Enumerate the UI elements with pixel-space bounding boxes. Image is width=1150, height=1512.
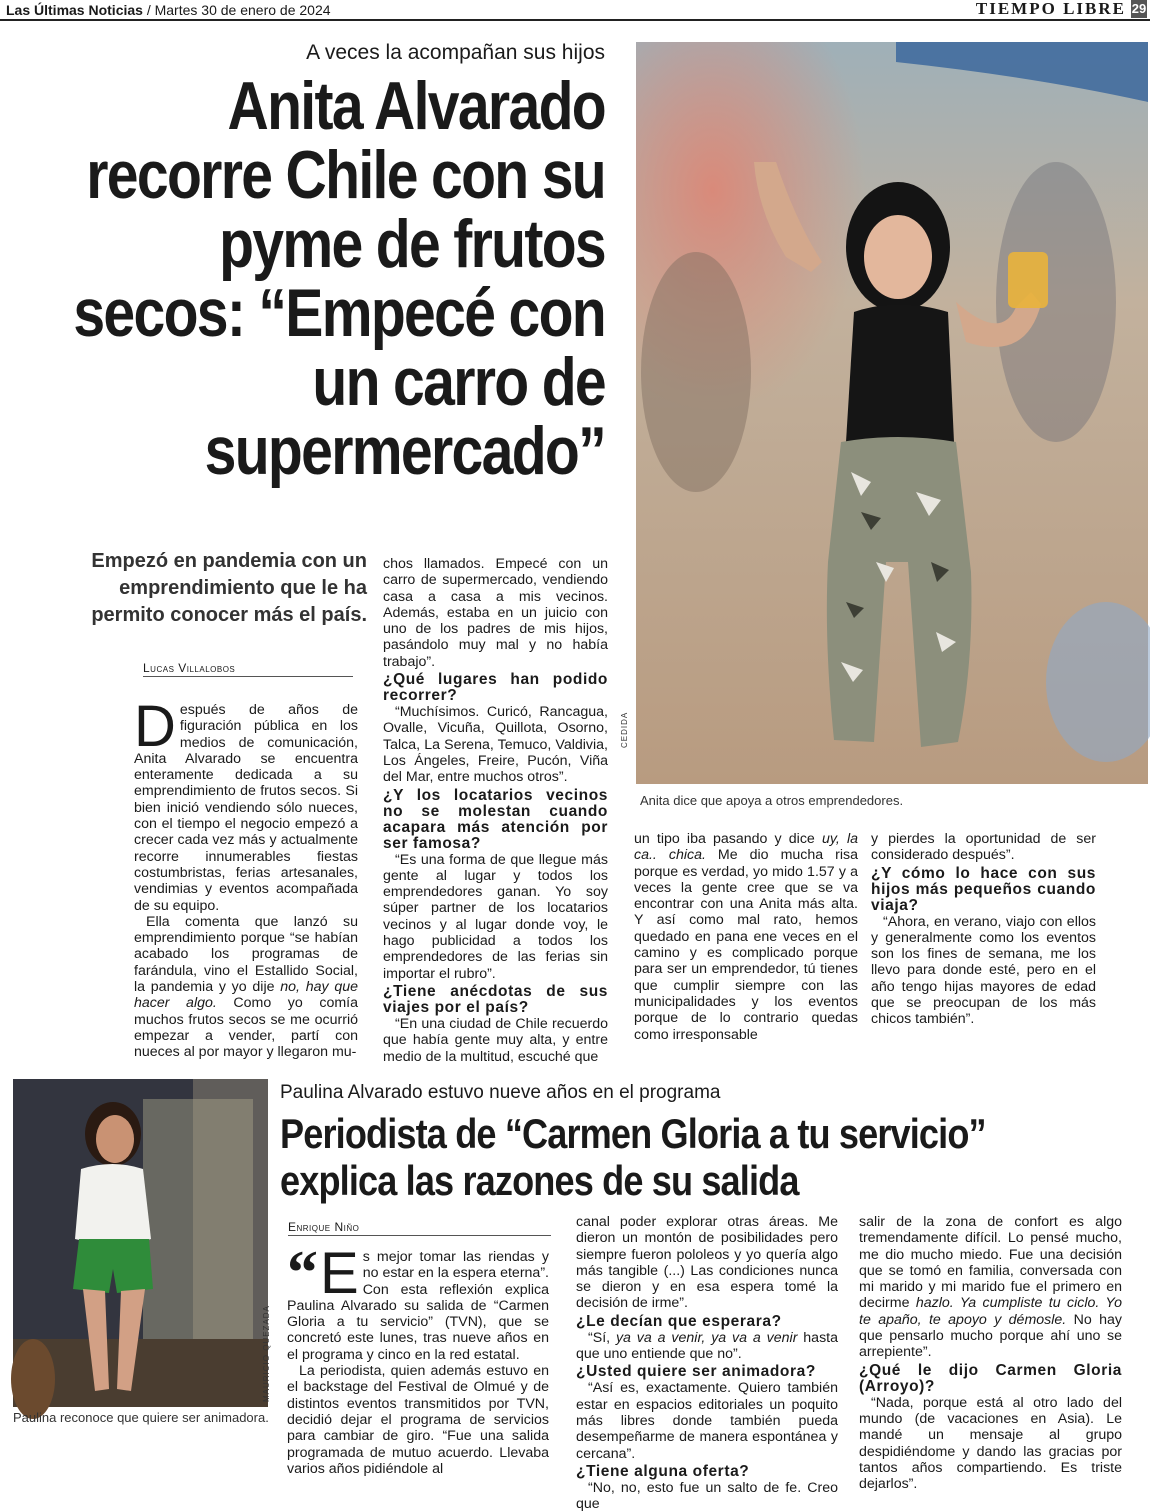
paragraph: La periodista, quien además estuvo en el backstage del Festival de Olmué y de distintos eventos transmitidos por TVN, decidió dejar el programa de servicios para cambiar de giro. “Fue una salida programada de mutuo acuerdo. Llevaba varios años pidiéndole al (287, 1363, 549, 1477)
paragraph-italic: hazlo. Ya cumpliste tu ciclo. Yo te apaño, te apoyo y démosle. (859, 1295, 1122, 1328)
answer: “No, no, esto fue un salto de fe. Creo que (576, 1479, 838, 1512)
paragraph: un tipo iba pasando y dice (634, 831, 822, 847)
answer: “Es una forma de que llegue más gente al lugar y todos los emprendedores ganan. Yo soy súper partner de los locatarios vecinos y al lugar donde voy, le hago publicidad a todos los emprendedores de las ferias sin importar el rubro”. (383, 851, 608, 982)
headline-line: Periodista de “Carmen Gloria a tu servicio” (280, 1110, 986, 1157)
answer: “Muchísimos. Curicó, Rancagua, Ovalle, Vicuña, Quillota, Osorno, Talca, La Serena, Temuco, Valdivia, Los Ángeles, Freire, Pucón, Viña del Mar, entre muchos otros”. (383, 704, 608, 786)
paragraph: No hay que pensarlo mucho porque ahí uno se arrepiente”. (859, 1311, 1122, 1361)
question: ¿Tiene anécdotas de sus viajes por el país? (383, 982, 608, 1016)
drop-cap: D (134, 694, 176, 759)
question: ¿Y cómo lo hace con sus hijos más pequeños cuando viaja? (871, 864, 1096, 914)
answer-italic: ya va a venir, ya va a venir (615, 1329, 798, 1346)
question: ¿Le decían que esperara? (576, 1312, 782, 1330)
answer: “En una ciudad de Chile recuerdo que había gente muy alta, y entre medio de la multitud, escuché que (383, 1015, 608, 1065)
section-name: TIEMPO LIBRE (975, 0, 1126, 18)
page-number: 29 (1131, 1, 1147, 16)
story2-byline: Enrique Niño (288, 1220, 360, 1234)
question: ¿Y los locatarios vecinos no se molestan cuando acapara más atención por ser famosa? (383, 786, 608, 852)
header-rule (0, 19, 1150, 21)
story1-kicker: A veces la acompañan sus hijos (306, 41, 605, 64)
story1-column-4 (871, 831, 1096, 1028)
open-quote: “ (287, 1239, 318, 1307)
paragraph: Como yo comía muchos frutos secos se me ocurrió empezar a vender, partí con nueces al por mayor y llegaron mu- (134, 995, 358, 1061)
photo-illustration (13, 1079, 268, 1407)
masthead (6, 1, 331, 19)
story1-photo (636, 42, 1148, 784)
photo-caption: Paulina reconoce que quiere ser animadora. (13, 1410, 269, 1425)
paragraph: Me dio mucha risa porque es verdad, yo mido 1.57 y a veces la gente cree que se va encontrar con una Anita más alta. Y así como mal rato, hemos quedado en pana ene veces en el camino y es complicado porque para ser un emprendedor, tú tienes que cumplir siempre con las municipalidades y los eventos porque de lo contrario quedas como irresponsable (634, 847, 859, 1043)
story1-column-1 (134, 694, 358, 1061)
story2-column-2 (576, 1214, 838, 1512)
story2-headline (280, 1110, 1054, 1204)
story2-photo (13, 1079, 268, 1407)
paragraph-italic: no, hay que hacer algo. (134, 979, 358, 1012)
headline-line: explica las razones de su salida (280, 1157, 799, 1204)
photo-credit: CEDIDA (620, 711, 629, 748)
story1-column-2 (383, 556, 608, 1065)
masthead-separator: / (142, 2, 155, 18)
byline-rule (288, 1235, 551, 1236)
photo-illustration (636, 42, 1148, 784)
question: ¿Qué lugares han podido recorrer? (383, 671, 608, 705)
story1-column-3 (634, 831, 858, 1043)
answer: “Nada, porque está al otro lado del mundo (de vacaciones en Asia). Le mandé un mensaje al grupo despidiéndome y dando las gracias por tantos años compartiendo. Es triste dejarlos”. (859, 1394, 1122, 1493)
story2-column-3 (859, 1214, 1122, 1492)
story1-headline: Anita Alvarado recorre Chile con su pyme de frutos secos: “Empecé con un carro de supermercado” (73, 68, 605, 489)
question: ¿Qué le dijo Carmen Gloria (Arroyo)? (859, 1361, 1122, 1395)
question: ¿Usted quiere ser animadora? (576, 1363, 816, 1381)
answer: hasta que uno entiende que no”. (576, 1329, 838, 1363)
story2-column-1 (287, 1239, 549, 1477)
newspaper-name: Las Últimas Noticias (6, 2, 143, 18)
paragraph-italic: uy, la ca.. chica. (634, 831, 859, 864)
paragraph: Ella comenta que lanzó su emprendimiento porque “se habían acabado los programas de farándula, vino el Estallido Social, la pandemia y yo dije (134, 913, 358, 996)
question: ¿Tiene alguna oferta? (576, 1462, 750, 1480)
story1-deck: Empezó en pandemia con un emprendimiento que le ha permito conocer más el país. (91, 550, 367, 626)
story2-kicker: Paulina Alvarado estuvo nueve años en el programa (280, 1082, 721, 1103)
issue-date: Martes 30 de enero de 2024 (154, 2, 331, 18)
photo-credit: MAURICIO QUEZADA (262, 1305, 271, 1402)
story1-byline: Lucas Villalobos (143, 661, 236, 675)
paragraph: s mejor tomar las riendas y no estar en la espera eterna”. Con esta reflexión explica Paulina Alvarado su salida de “Carmen Gloria a tu servicio” (TVN), que se concretó este lunes, tras nueve años en el programa y cinco en la red estatal. (287, 1249, 549, 1363)
drop-cap: E (320, 1241, 359, 1306)
byline-rule (143, 676, 353, 677)
photo-caption: Anita dice que apoya a otros emprendedores. (640, 793, 904, 808)
paragraph: canal poder explorar otras áreas. Me dieron un montón de posibilidades pero siempre fueron pololeos y yo quería algo más tangible (...) Las condiciones nunca se dieron y en esa espera tomé la decisión de irme”. (576, 1214, 838, 1312)
answer: “Sí, (588, 1329, 616, 1346)
paragraph: chos llamados. Empecé con un carro de supermercado, vendiendo casa a casa a mis vecinos. Además, estaba en un juicio con uno de los padres de mis hijos, pasándolo muy mal y no había trabajo”. (383, 556, 608, 670)
paragraph: y pierdes la oportunidad de ser considerado después”. (871, 831, 1096, 864)
paragraph: espués de años de figuración pública en los medios de comunicación, Anita Alvarado se encuentra enteramente dedicada a su emprendimiento de frutos secos. Si bien inició vendiendo sólo nueces, con el tiempo el negocio empezó a crecer cada vez más y actualmente recorre innumerables fiestas costumbristas, ferias artesanales, vendimias y eventos acompañada de su equipo. (134, 702, 358, 914)
answer: “Ahora, en verano, viajo con ellos y generalmente como los eventos son los fines de semana, me los llevo para donde esté, pero en el año tengo hijas mayores de edad que se preocupan de los más chicos también”. (871, 913, 1096, 1028)
answer: “Así es, exactamente. Quiero también estar en espacios editoriales un poquito más libres donde también pueda desempeñarme de manera espontánea y cercana”. (576, 1380, 838, 1462)
paragraph: salir de la zona de confort es algo tremendamente difícil. Lo pensé mucho, me dio mucho miedo. Fue una decisión que se tomó en familia, conversada con mi marido y mi marido fue el primero en decirme (859, 1214, 1122, 1312)
